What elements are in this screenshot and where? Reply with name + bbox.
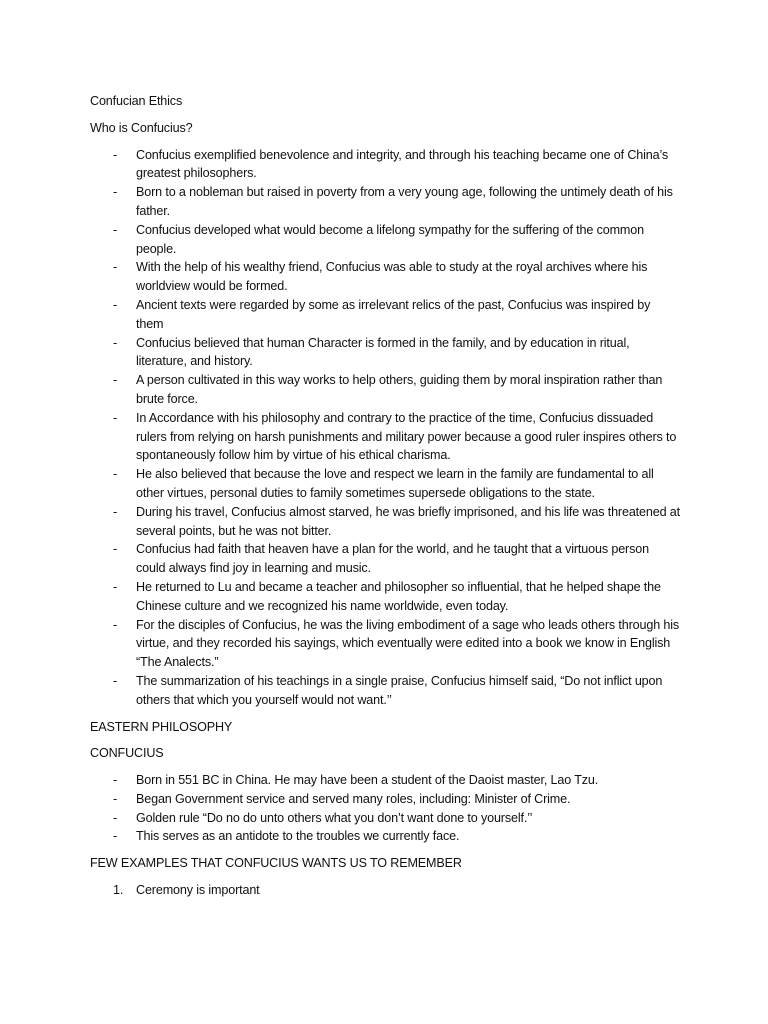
list-item-text: Born in 551 BC in China. He may have been a student of the Daoist master, Lao Tzu. (136, 773, 599, 788)
dash-marker: - (113, 542, 118, 557)
list-item (90, 334, 680, 372)
dash-marker: - (113, 373, 118, 388)
list-item-text: He also believed that because the love and respect we learn in the family are fundamental to all other virtues, personal duties to family sometimes supersede obligations to the state. (136, 467, 654, 500)
dash-marker: - (113, 673, 118, 688)
dash-marker: - (113, 579, 118, 594)
dash-marker: - (113, 829, 118, 844)
list-item (90, 296, 680, 334)
document-title: Confucian Ethics (90, 94, 183, 108)
list-item (90, 465, 680, 503)
dash-marker: - (113, 467, 118, 482)
dash-marker: - (113, 504, 118, 519)
dash-marker: - (113, 617, 118, 632)
list-item-text: For the disciples of Confucius, he was the living embodiment of a sage who leads others through his virtue, and they recorded his sayings, which eventually were edited into a book we know in English “The Analects.” (136, 617, 680, 670)
list-item (90, 809, 680, 828)
list-item (90, 371, 680, 409)
examples-numbered-list (90, 881, 680, 900)
list-item-text: With the help of his wealthy friend, Confucius was able to study at the royal archives where his worldview would be formed. (136, 260, 648, 294)
list-item (90, 616, 680, 672)
confucius-facts-list (90, 771, 680, 846)
list-item-text: Ancient texts were regarded by some as irrelevant relics of the past, Confucius was inspired by them (136, 297, 651, 331)
dash-marker: - (113, 791, 118, 806)
list-item (90, 146, 680, 184)
section-heading-confucius: CONFUCIUS (90, 746, 164, 761)
confucius-bullet-list (90, 146, 680, 710)
list-item (90, 503, 680, 541)
question-heading: Who is Confucius? (90, 120, 193, 135)
list-item (90, 183, 680, 221)
list-item (90, 827, 680, 846)
list-item-text: During his travel, Confucius almost starved, he was briefly imprisoned, and his life was threatened at several points, but he was not bitter. (136, 504, 680, 538)
dash-marker: - (113, 185, 118, 200)
list-item-text: The summarization of his teachings in a single praise, Confucius himself said, “Do not inflict upon others that which you yourself would not want.’’ (136, 673, 663, 707)
dash-marker: - (113, 410, 118, 425)
list-item-text: Confucius exemplified benevolence and integrity, and through his teaching became one of China’s greatest philosophers. (136, 147, 669, 181)
list-item-text: This serves as an antidote to the troubles we currently face. (136, 829, 460, 844)
dash-marker: - (113, 297, 118, 312)
list-item-text: Born to a nobleman but raised in poverty from a very young age, following the untimely death of his father. (136, 185, 673, 218)
list-item (90, 578, 680, 616)
list-item (90, 771, 680, 790)
number-marker: 1. (113, 883, 124, 898)
list-item-text: Began Government service and served many roles, including: Minister of Crime. (136, 791, 571, 806)
list-item-text: In Accordance with his philosophy and contrary to the practice of the time, Confucius dissuaded rulers from relying on harsh punishments and military power because a good ruler inspires others to spontaneously follow him by virtue of his ethical charisma. (136, 410, 677, 463)
list-item-text: Confucius had faith that heaven have a plan for the world, and he taught that a virtuous person could always find joy in learning and music. (136, 542, 649, 576)
list-item (90, 790, 680, 809)
list-item (90, 258, 680, 296)
section-heading-eastern-philosophy: EASTERN PHILOSOPHY (90, 719, 233, 734)
list-item-text: Confucius believed that human Character is formed in the family, and by education in ritual, literature, and history. (136, 335, 630, 369)
list-item (90, 409, 680, 465)
list-item-text: A person cultivated in this way works to help others, guiding them by moral inspiration rather than brute force. (136, 373, 663, 406)
dash-marker: - (113, 335, 118, 350)
list-item-text: Golden rule “Do no do unto others what you don’t want done to yourself.’’ (136, 810, 533, 825)
list-item (90, 221, 680, 259)
dash-marker: - (113, 773, 118, 788)
list-item (90, 672, 680, 710)
dash-marker: - (113, 810, 118, 825)
list-item-text: He returned to Lu and became a teacher and philosopher so influential, that he helped shape the Chinese culture and we recognized his name worldwide, even today. (136, 579, 661, 613)
list-item (90, 540, 680, 578)
numbered-list-item (90, 881, 680, 900)
section-heading-examples: FEW EXAMPLES THAT CONFUCIUS WANTS US TO REMEMBER (90, 856, 462, 871)
dash-marker: - (113, 222, 118, 237)
document-body (90, 92, 680, 900)
list-item-text: Ceremony is important (136, 883, 260, 898)
dash-marker: - (113, 260, 118, 275)
list-item-text: Confucius developed what would become a lifelong sympathy for the suffering of the common people. (136, 222, 644, 256)
dash-marker: - (113, 147, 118, 162)
